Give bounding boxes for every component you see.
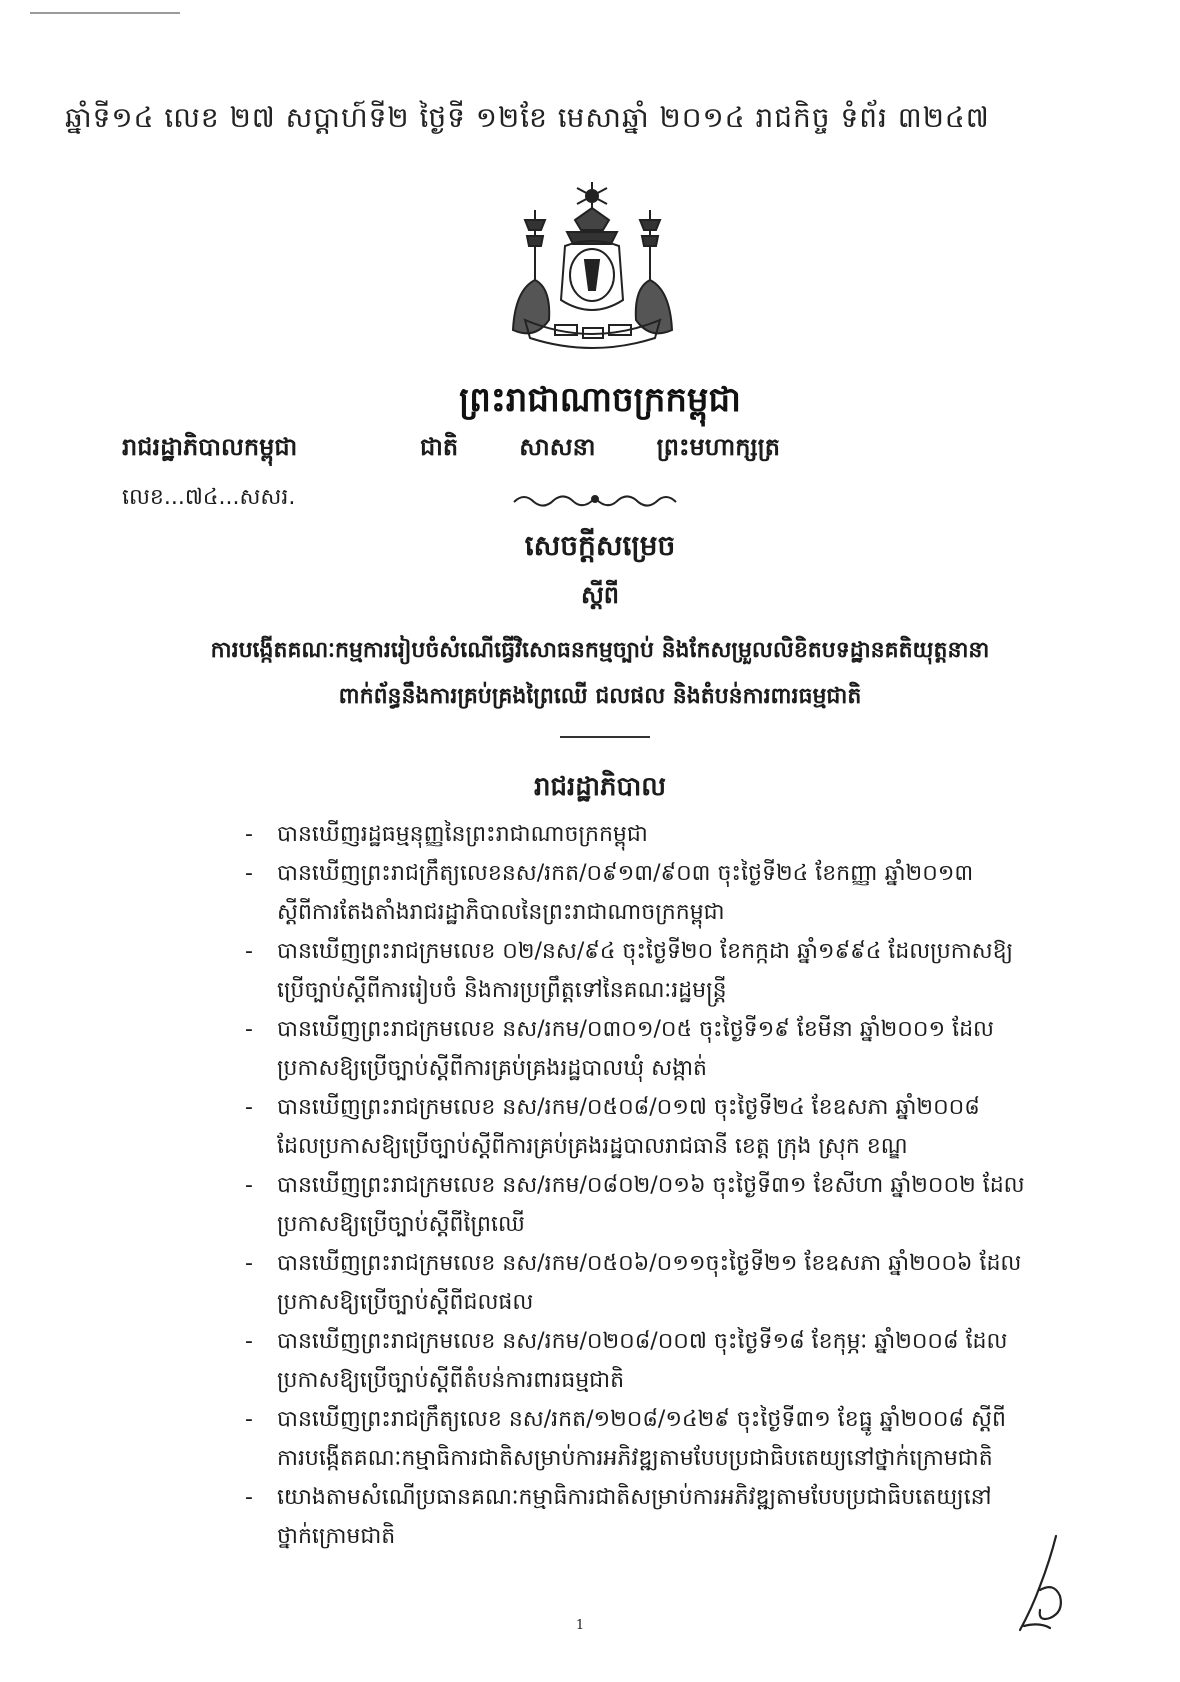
motto-nation: ជាតិ bbox=[420, 433, 459, 461]
list-dash: - bbox=[245, 1095, 253, 1120]
decision-number: លេខ...៧៤...សសរ. bbox=[122, 485, 296, 510]
list-dash: - bbox=[245, 1407, 253, 1432]
recital-line: ប្រកាសឱ្យប្រើច្បាប់ស្តីពីជលផល bbox=[277, 1290, 534, 1315]
list-dash: - bbox=[245, 1251, 253, 1276]
list-dash: - bbox=[245, 822, 253, 847]
list-dash: - bbox=[245, 939, 253, 964]
recital-line: បានឃើញព្រះរាជក្រមលេខ ០២/នស/៩៤ ចុះថ្ងៃទី២០ ខែកក្កដា ឆ្នាំ១៩៩៤ ដែលប្រកាសឱ្យ bbox=[277, 939, 1014, 964]
decision-subject bbox=[140, 628, 1060, 720]
recital-item bbox=[245, 1478, 1095, 1556]
list-dash: - bbox=[245, 1017, 253, 1042]
recital-line: ប្រកាសឱ្យប្រើច្បាប់ស្តីពីការគ្រប់គ្រងរដ្ឋបាលឃុំ សង្កាត់ bbox=[277, 1056, 708, 1081]
recital-line: យោងតាមសំណើប្រធានគណៈកម្មាធិការជាតិសម្រាប់ការអភិវឌ្ឍតាមបែបប្រជាធិបតេយ្យនៅ bbox=[277, 1485, 992, 1510]
issuer-heading: រាជរដ្ឋាភិបាល bbox=[533, 772, 667, 802]
national-motto bbox=[420, 432, 780, 467]
handwritten-signature-icon bbox=[1010, 1530, 1080, 1640]
recital-line: ប្រើច្បាប់ស្តីពីការរៀបចំ និងការប្រព្រឹត្តទៅនៃគណៈរដ្ឋមន្ត្រី bbox=[277, 978, 727, 1003]
decision-title: សេចក្តីសម្រេច bbox=[524, 529, 676, 562]
recital-line: ថ្នាក់ក្រោមជាតិ bbox=[277, 1524, 396, 1549]
gazette-header: ឆ្នាំទី១៤ លេខ ២៧ សប្តាហ៍ទី២ ថ្ងៃទី ១២ខែ មេសាឆ្នាំ ២០១៤ រាជកិច្ច ទំព័រ ៣២៤៧ bbox=[65, 101, 990, 134]
subject-line: ការបង្កើតគណៈកម្មការរៀបចំសំណើធ្វើវិសោធនកម្មច្បាប់ និងកែសម្រួលលិខិតបទដ្ឋានគតិយុត្តនានា bbox=[210, 638, 990, 663]
list-dash: - bbox=[245, 1485, 253, 1510]
royal-coat-of-arms-icon bbox=[505, 180, 680, 355]
recital-item bbox=[245, 932, 1095, 1010]
recital-item bbox=[245, 815, 1095, 854]
recital-item bbox=[245, 1400, 1095, 1478]
motto-king: ព្រះមហាក្សត្រ bbox=[656, 433, 780, 461]
recital-line: បានឃើញព្រះរាជក្រឹត្យលេខនស/រកត/០៩១៣/៩០៣ ចុះថ្ងៃទី២៤ ខែកញ្ញា ឆ្នាំ២០១៣ bbox=[277, 861, 974, 886]
recital-line: ដែលប្រកាសឱ្យប្រើច្បាប់ស្តីពីការគ្រប់គ្រងរដ្ឋបាលរាជធានី ខេត្ត ក្រុង ស្រុក ខណ្ឌ bbox=[277, 1134, 908, 1159]
recital-line: បានឃើញរដ្ឋធម្មនុញ្ញនៃព្រះរាជាណាចក្រកម្ពុជា bbox=[277, 822, 648, 847]
recital-item bbox=[245, 1322, 1095, 1400]
government-name: រាជរដ្ឋាភិបាលកម្ពុជា bbox=[122, 433, 298, 461]
subject-line: ពាក់ព័ន្ធនឹងការគ្រប់គ្រងព្រៃឈើ ជលផល និងតំបន់ការពារធម្មជាតិ bbox=[338, 684, 862, 709]
recital-line: បានឃើញព្រះរាជក្រឹត្យលេខ នស/រកត/១២០៨/១៤២៩ ចុះថ្ងៃទី៣១ ខែធ្នូ ឆ្នាំ២០០៨ ស្តីពី bbox=[277, 1407, 1006, 1432]
recital-line: ប្រកាសឱ្យប្រើច្បាប់ស្តីពីតំបន់ការពារធម្មជាតិ bbox=[277, 1368, 625, 1393]
recital-line: បានឃើញព្រះរាជក្រមលេខ នស/រកម/០២០៨/០០៧ ចុះថ្ងៃទី១៨ ខែកុម្ភៈ ឆ្នាំ២០០៨ ដែល bbox=[277, 1329, 1008, 1354]
recitals-list bbox=[245, 815, 1095, 1556]
list-dash: - bbox=[245, 861, 253, 886]
recital-line: ការបង្កើតគណៈកម្មាធិការជាតិសម្រាប់ការអភិវឌ្ឍតាមបែបប្រជាធិបតេយ្យនៅថ្នាក់ក្រោមជាតិ bbox=[277, 1446, 993, 1471]
motto-religion: សាសនា bbox=[519, 433, 596, 461]
recital-item bbox=[245, 1088, 1095, 1166]
kingdom-title: ព្រះរាជាណាចក្រកម្ពុជា bbox=[459, 380, 741, 420]
recital-item bbox=[245, 1010, 1095, 1088]
recital-line: បានឃើញព្រះរាជក្រមលេខ នស/រកម/០៥០៦/០១១ចុះថ្ងៃទី២១ ខែឧសភា ឆ្នាំ២០០៦ ដែល bbox=[277, 1251, 1022, 1276]
recital-item bbox=[245, 1244, 1095, 1322]
recital-item bbox=[245, 854, 1095, 932]
page-number: 1 bbox=[575, 1618, 585, 1633]
issuing-authority-block bbox=[122, 432, 297, 515]
decorative-flourish-icon bbox=[510, 490, 680, 512]
list-dash: - bbox=[245, 1173, 253, 1198]
section-divider bbox=[560, 736, 650, 738]
recital-line: បានឃើញព្រះរាជក្រមលេខ នស/រកម/០៣០១/០៥ ចុះថ្ងៃទី១៩ ខែមីនា ឆ្នាំ២០០១ ដែល bbox=[277, 1017, 994, 1042]
recital-line: បានឃើញព្រះរាជក្រមលេខ នស/រកម/០៥០៨/០១៧ ចុះថ្ងៃទី២៤ ខែឧសភា ឆ្នាំ២០០៨ bbox=[277, 1095, 980, 1120]
scan-artifact-line bbox=[30, 12, 180, 14]
recital-line: ស្តីពីការតែងតាំងរាជរដ្ឋាភិបាលនៃព្រះរាជាណាចក្រកម្ពុជា bbox=[277, 900, 725, 925]
recital-item bbox=[245, 1166, 1095, 1244]
regarding-label: ស្តីពី bbox=[580, 581, 620, 609]
recital-line: ប្រកាសឱ្យប្រើច្បាប់ស្តីពីព្រៃឈើ bbox=[277, 1212, 525, 1237]
list-dash: - bbox=[245, 1329, 253, 1354]
recital-line: បានឃើញព្រះរាជក្រមលេខ នស/រកម/០៨០២/០១៦ ចុះថ្ងៃទី៣១ ខែសីហា ឆ្នាំ២០០២ ដែល bbox=[277, 1173, 1025, 1198]
